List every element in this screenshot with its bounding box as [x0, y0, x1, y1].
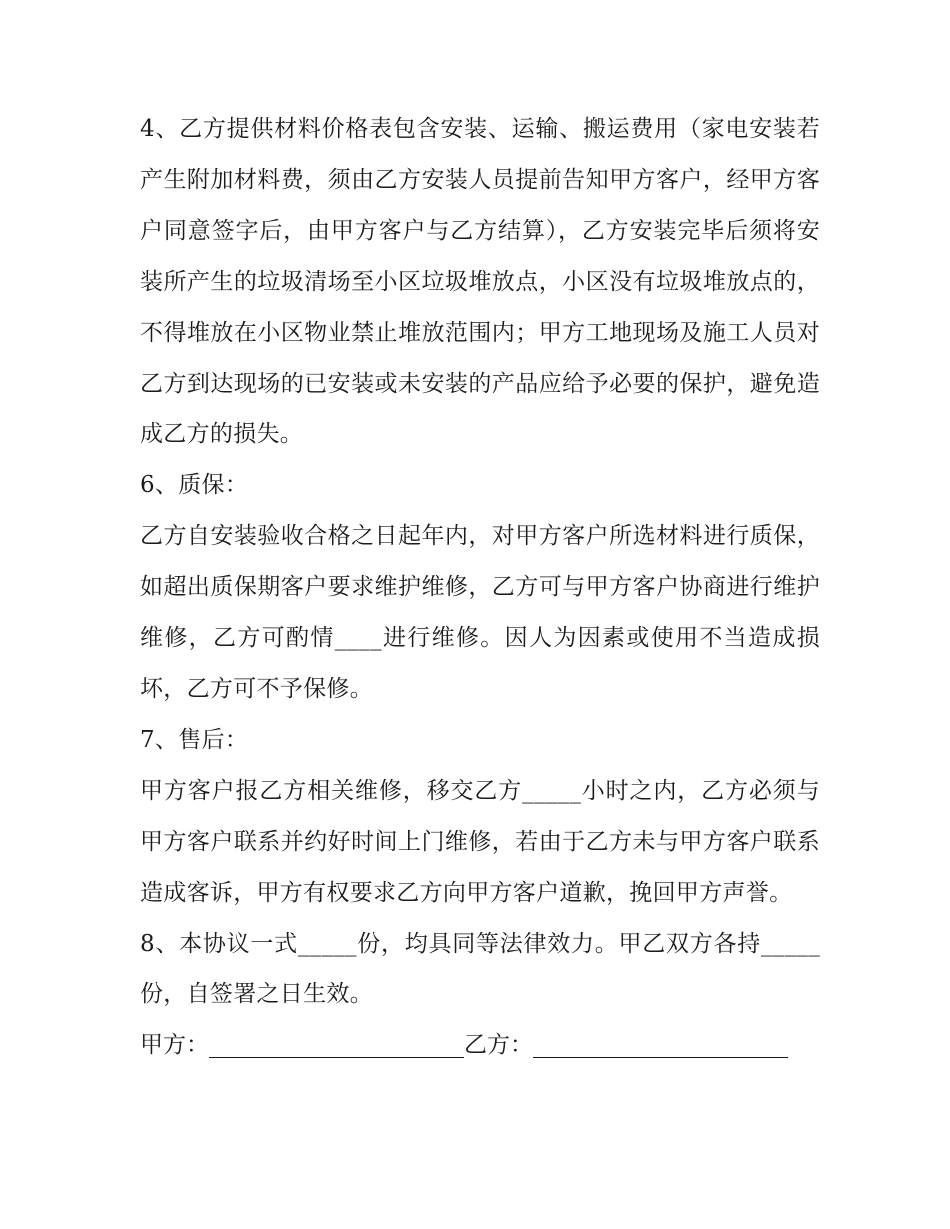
clause-6-heading: 6、质保：	[140, 472, 249, 499]
party-a-label: 甲方：	[140, 1032, 209, 1059]
party-a-signature-line	[209, 1031, 464, 1058]
party-b-label: 乙方：	[464, 1032, 533, 1059]
clause-6-warranty-text: 乙方自安装验收合格之日起年内，对甲方客户所选材料进行质保，如超出质保期客户要求维护维修，乙方可与甲方客户协商进行维护维修，乙方可酌情____进行维修。因人为因素或使用不当造成损坏，乙方可不予保修。	[140, 523, 820, 702]
clause-7-after-sales-text: 甲方客户报乙方相关维修，移交乙方_____小时之内，乙方必须与甲方客户联系并约好时间上门维修，若由于乙方未与甲方客户联系造成客诉，甲方有权要求乙方向甲方客户道歉，挽回甲方声誉。	[140, 777, 820, 906]
signature-row	[140, 1020, 820, 1071]
clause-7-heading: 7、售后：	[140, 726, 249, 753]
clause-8-copies: 8、本协议一式_____份，均具同等法律效力。甲乙双方各持_____份，自签署之日生效。	[140, 930, 820, 1008]
clause-4-installation: 4、乙方提供材料价格表包含安装、运输、搬运费用（家电安装若产生附加材料费，须由乙方安装人员提前告知甲方客户，经甲方客户同意签字后，由甲方客户与乙方结算），乙方安装完毕后须将安装所产生的垃圾清场至小区垃圾堆放点，小区没有垃圾堆放点的，不得堆放在小区物业禁止堆放范围内；甲方工地现场及施工人员对乙方到达现场的已安装或未安装的产品应给予必要的保护，避免造成乙方的损失。	[140, 116, 820, 448]
document-page	[140, 104, 820, 1071]
party-b-signature-line	[533, 1031, 788, 1058]
